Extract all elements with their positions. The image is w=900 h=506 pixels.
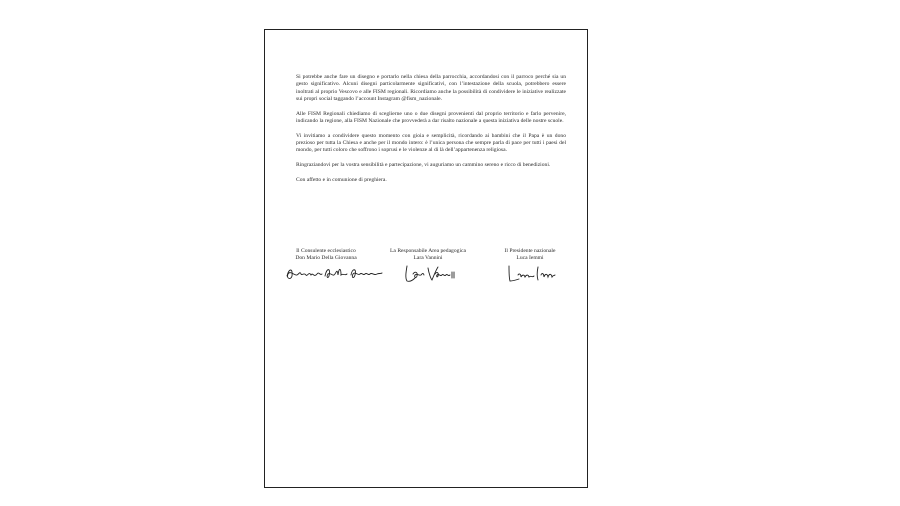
paragraph-thanks: Ringraziandovi per la vostra sensibilità e partecipazione, vi auguriamo un cammino sereno e ricco di benedizioni. <box>296 161 551 168</box>
signatory-role: Il Consulente ecclesiastico <box>296 248 356 254</box>
paragraph-invitation: Vi invitiamo a condividere questo momento con gioia e semplicità, ricordando ai bambini che il Papa è un dono prezioso per tutta la Chiesa e anche per il mondo intero: è l’unica persona che sempre parla di pace per tutti i paesi del mondo, per tutti coloro che soffrono i soprusi e le violenze al di là dell’appartenenza religiosa. <box>296 132 566 154</box>
paragraph-closing: Con affetto e in comunione di preghiera. <box>296 176 387 183</box>
signatory-national-president <box>479 248 581 261</box>
signatory-role: La Responsabile Area pedagogica <box>390 248 466 254</box>
signature-don-mario-della-giovanna <box>283 262 383 284</box>
signatory-role: Il Presidente nazionale <box>504 248 556 254</box>
paragraph-drawings-parish: Si potrebbe anche fare un disegno e portarlo nella chiesa della parrocchia, accordandosi con il parroco perché sia un gesto significativo. Alcuni disegni particolarmente significativi, con l’intestazione della scuola, potrebbero essere inoltrati al proprio Vescovo e alle FISM regionali. Ricordiamo anche la possibilità di condividere le iniziative realizzate sui propri social taggando l’account Instagram @fism_nazionale. <box>296 74 566 102</box>
signatory-ecclesiastical-consultant <box>275 248 377 261</box>
signatures-section <box>275 248 581 292</box>
paragraph-regional-fism: Alle FISM Regionali chiediamo di sceglierne uno o due disegni provenienti dal proprio territorio e farlo pervenire, indicando la regione, alla FISM Nazionale che provvederà a dar risalto nazionale a questa iniziativa delle nostre scuole. <box>296 110 566 124</box>
signature-lara-vannini <box>401 262 457 284</box>
signature-luca-iemmi <box>505 262 557 284</box>
signatory-name: Luca Iemmi <box>516 254 544 261</box>
signatory-pedagogical-area-head <box>377 248 479 261</box>
signatory-name: Lara Vannini <box>413 254 443 261</box>
letter-page <box>264 29 588 488</box>
letter-body <box>296 74 566 191</box>
signatory-name: Don Mario Della Giovanna <box>295 254 357 261</box>
